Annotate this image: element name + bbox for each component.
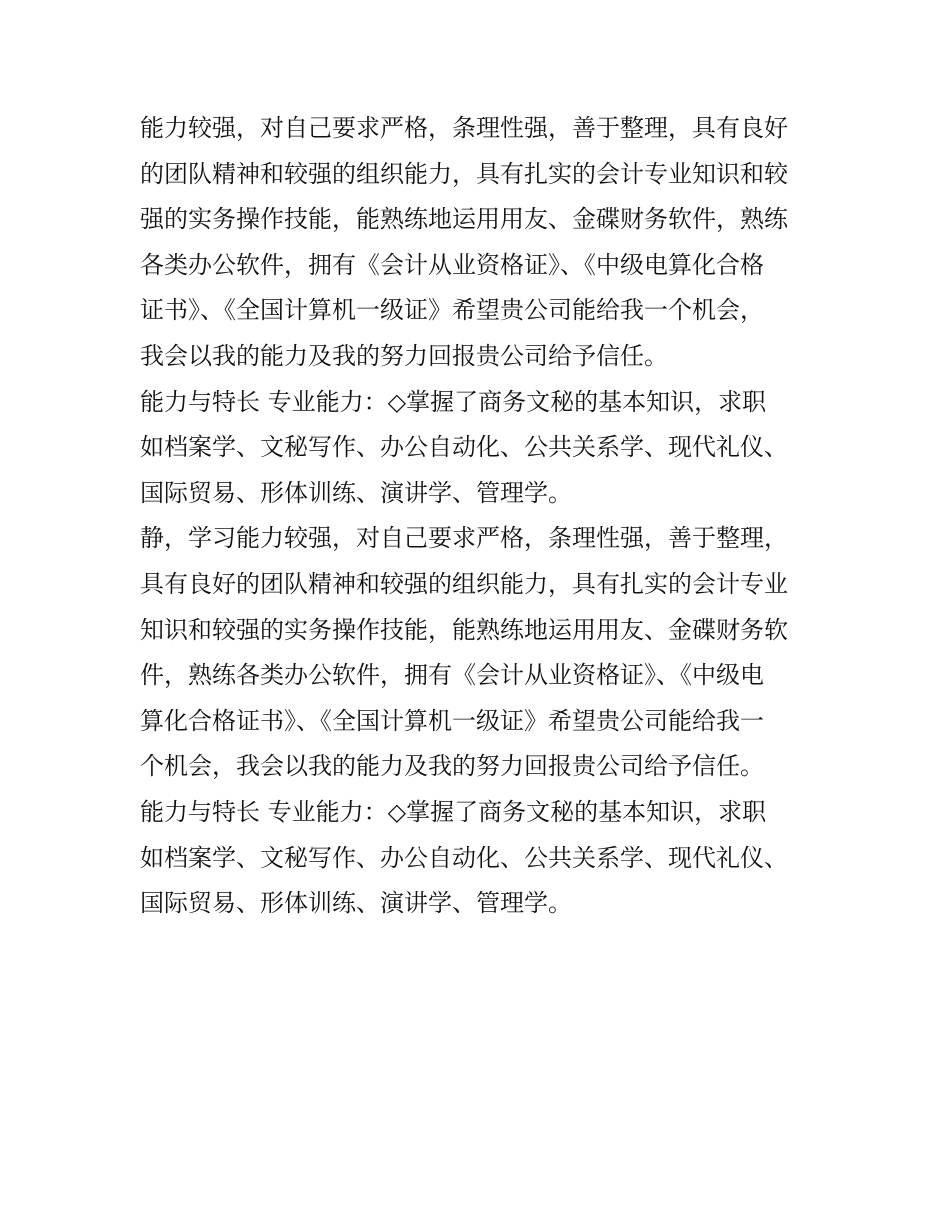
text-line: 如档案学、文秘写作、办公自动化、公共关系学、现代礼仪、 <box>140 433 788 462</box>
text-line: 能力与特长 专业能力：◇掌握了商务文秘的基本知识，求职 <box>140 797 767 826</box>
text-line: 件，熟练各类办公软件，拥有《会计从业资格证》、《中级电 <box>140 661 764 690</box>
text-line: 证书》、《全国计算机一级证》希望贵公司能给我一个机会， <box>140 296 764 325</box>
text-line: 知识和较强的实务操作技能，能熟练地运用用友、金碟财务软 <box>140 615 788 644</box>
text-line: 各类办公软件，拥有《会计从业资格证》、《中级电算化合格 <box>140 250 764 279</box>
text-line: 算化合格证书》、《全国计算机一级证》希望贵公司能给我一 <box>140 706 764 735</box>
text-line: 静，学习能力较强，对自己要求严格，条理性强，善于整理， <box>140 524 788 553</box>
text-line: 能力较强，对自己要求严格，条理性强，善于整理，具有良好 <box>140 114 788 142</box>
text-line: 国际贸易、形体训练、演讲学、管理学。 <box>140 889 572 918</box>
text-line: 个机会，我会以我的能力及我的努力回报贵公司给予信任。 <box>140 752 764 781</box>
text-line: 如档案学、文秘写作、办公自动化、公共关系学、现代礼仪、 <box>140 843 788 872</box>
text-line: 国际贸易、形体训练、演讲学、管理学。 <box>140 478 572 507</box>
text-line: 我会以我的能力及我的努力回报贵公司给予信任。 <box>140 341 668 370</box>
text-line: 的团队精神和较强的组织能力，具有扎实的会计专业知识和较 <box>140 159 788 188</box>
text-line: 具有良好的团队精神和较强的组织能力，具有扎实的会计专业 <box>140 569 788 598</box>
document-body <box>140 106 820 927</box>
text-line: 能力与特长 专业能力：◇掌握了商务文秘的基本知识，求职 <box>140 387 767 416</box>
text-line: 强的实务操作技能，能熟练地运用用友、金碟财务软件，熟练 <box>140 205 788 234</box>
